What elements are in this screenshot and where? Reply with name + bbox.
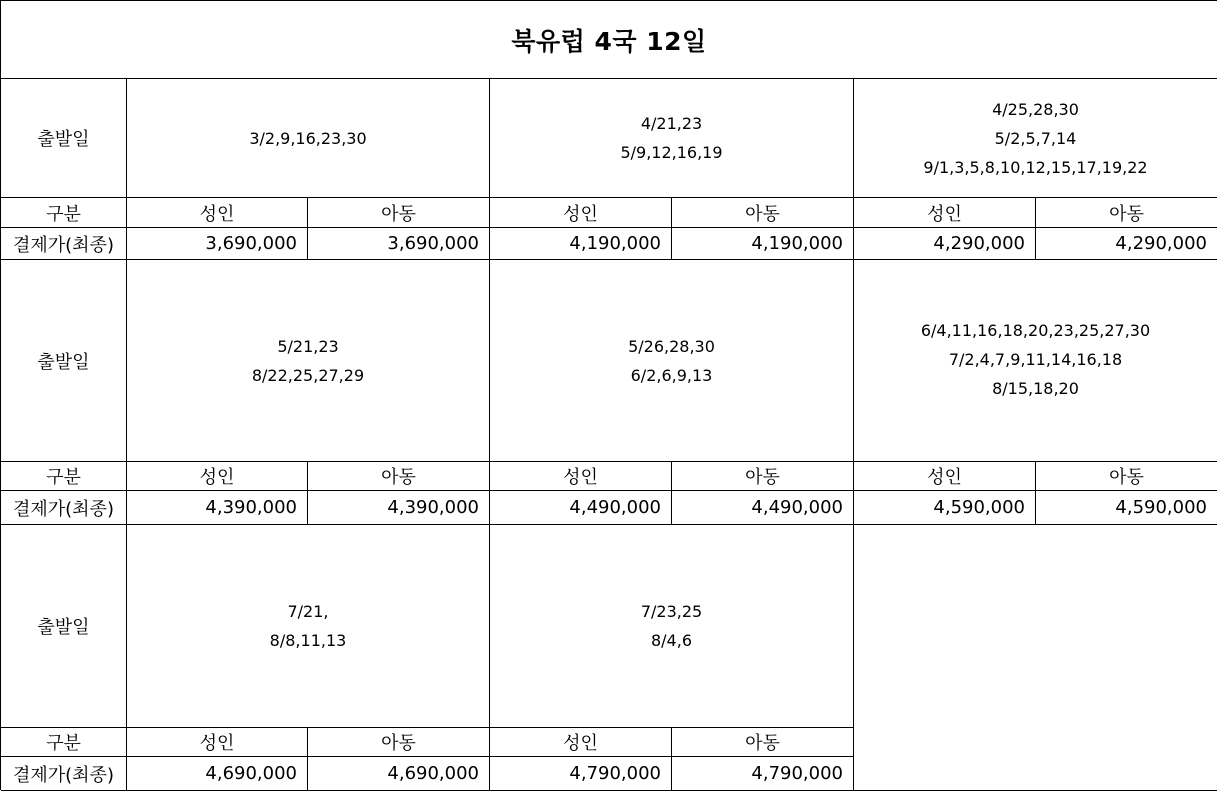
date-line: 8/8,11,13 bbox=[269, 631, 347, 650]
final-price-label: 결제가(최종) bbox=[1, 228, 127, 260]
child-price: 4,590,000 bbox=[1036, 491, 1217, 525]
date-line: 4/25,28,30 bbox=[992, 99, 1079, 119]
category-label: 구분 bbox=[1, 198, 127, 228]
adult-price: 4,390,000 bbox=[127, 491, 308, 525]
date-line: 5/9,12,16,19 bbox=[620, 143, 723, 162]
empty-cell bbox=[854, 525, 1217, 791]
adult-price: 4,290,000 bbox=[854, 228, 1036, 260]
adult-header: 성인 bbox=[490, 462, 672, 491]
adult-header: 성인 bbox=[854, 462, 1036, 491]
date-line: 6/4,11,16,18,20,23,25,27,30 bbox=[920, 321, 1151, 340]
child-header: 아동 bbox=[672, 198, 854, 228]
child-header: 아동 bbox=[1036, 198, 1217, 228]
departure-dates bbox=[127, 525, 490, 728]
departure-label: 출발일 bbox=[1, 525, 127, 728]
child-price: 4,690,000 bbox=[308, 757, 490, 791]
date-line: 5/21,23 bbox=[277, 336, 339, 356]
child-price: 4,290,000 bbox=[1036, 228, 1217, 260]
adult-header: 성인 bbox=[127, 462, 308, 491]
date-line: 3/2,9,16,23,30 bbox=[249, 128, 367, 148]
final-price-label: 결제가(최종) bbox=[1, 491, 127, 525]
departure-dates bbox=[490, 525, 854, 728]
date-line: 5/26,28,30 bbox=[628, 336, 715, 356]
adult-header: 성인 bbox=[127, 198, 308, 228]
child-header: 아동 bbox=[308, 728, 490, 757]
departure-dates bbox=[854, 79, 1217, 198]
departure-dates bbox=[490, 260, 854, 462]
date-line: 7/21, bbox=[287, 602, 329, 621]
adult-price: 4,490,000 bbox=[490, 491, 672, 525]
date-line: 7/2,4,7,9,11,14,16,18 bbox=[948, 350, 1123, 369]
child-price: 4,390,000 bbox=[308, 491, 490, 525]
departure-label: 출발일 bbox=[1, 260, 127, 462]
child-header: 아동 bbox=[672, 462, 854, 491]
child-header: 아동 bbox=[308, 462, 490, 491]
date-line: 8/22,25,27,29 bbox=[251, 365, 365, 385]
adult-price: 4,590,000 bbox=[854, 491, 1036, 525]
departure-dates bbox=[127, 79, 490, 198]
table-title: 북유럽 4국 12일 bbox=[1, 1, 1217, 79]
departure-dates bbox=[854, 260, 1217, 462]
child-price: 4,490,000 bbox=[672, 491, 854, 525]
adult-header: 성인 bbox=[490, 728, 672, 757]
child-price: 3,690,000 bbox=[308, 228, 490, 260]
child-header: 아동 bbox=[308, 198, 490, 228]
adult-header: 성인 bbox=[854, 198, 1036, 228]
final-price-label: 결제가(최종) bbox=[1, 757, 127, 791]
adult-price: 3,690,000 bbox=[127, 228, 308, 260]
child-price: 4,190,000 bbox=[672, 228, 854, 260]
date-line: 8/15,18,20 bbox=[992, 379, 1079, 398]
date-line: 8/4,6 bbox=[650, 631, 692, 650]
child-price: 4,790,000 bbox=[672, 757, 854, 791]
adult-price: 4,790,000 bbox=[490, 757, 672, 791]
date-line: 6/2,6,9,13 bbox=[630, 365, 713, 385]
date-line: 5/2,5,7,14 bbox=[994, 128, 1077, 148]
category-label: 구분 bbox=[1, 728, 127, 757]
adult-header: 성인 bbox=[490, 198, 672, 228]
adult-header: 성인 bbox=[127, 728, 308, 757]
adult-price: 4,190,000 bbox=[490, 228, 672, 260]
departure-dates bbox=[127, 260, 490, 462]
departure-label: 출발일 bbox=[1, 79, 127, 198]
adult-price: 4,690,000 bbox=[127, 757, 308, 791]
departure-dates bbox=[490, 79, 854, 198]
date-line: 7/23,25 bbox=[640, 602, 703, 621]
child-header: 아동 bbox=[1036, 462, 1217, 491]
category-label: 구분 bbox=[1, 462, 127, 491]
child-header: 아동 bbox=[672, 728, 854, 757]
date-line: 9/1,3,5,8,10,12,15,17,19,22 bbox=[923, 157, 1148, 177]
date-line: 4/21,23 bbox=[640, 114, 703, 133]
